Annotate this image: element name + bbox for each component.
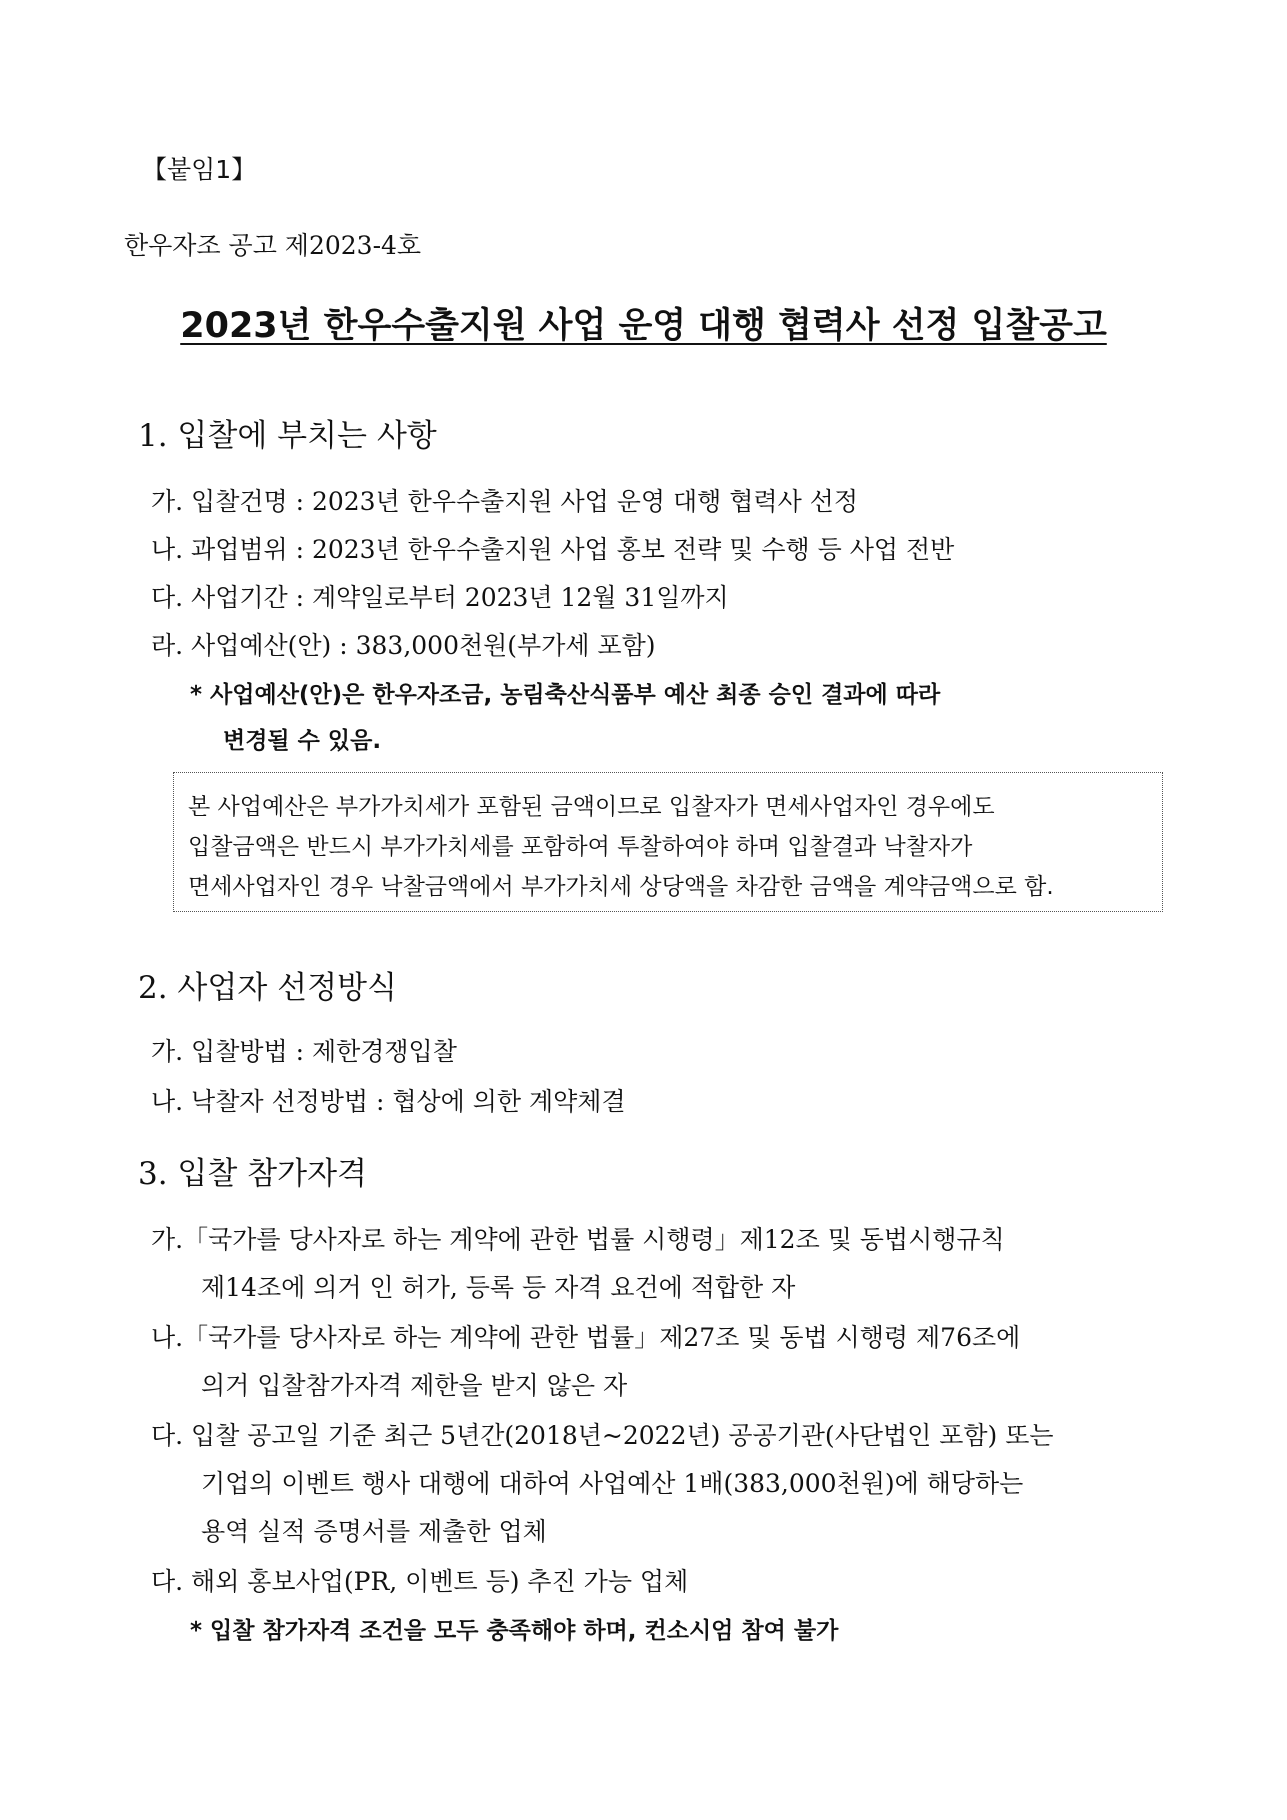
section3-item-da-line2: 기업의 이벤트 행사 대행에 대하여 사업예산 1배(383,000천원)에 해당하는 [201, 1469, 1024, 1498]
section3-item-ga-line1: 가.「국가를 당사자로 하는 계약에 관한 법률 시행령」제12조 및 동법시행규칙 [151, 1225, 1005, 1254]
section3-item-da-line1: 다. 입찰 공고일 기준 최근 5년간(2018년~2022년) 공공기관(사단법인 포함) 또는 [151, 1421, 1054, 1450]
page-title-text: 2023년 한우수출지원 사업 운영 대행 협력사 선정 입찰공고 [180, 306, 1107, 346]
section1-item-da: 다. 사업기간 : 계약일로부터 2023년 12월 31일까지 [151, 583, 729, 612]
section1-item-ra: 라. 사업예산(안) : 383,000천원(부가세 포함) [151, 631, 656, 660]
page-title [0, 298, 1287, 348]
section3-note: * 입찰 참가자격 조건을 모두 충족해야 하며, 컨소시엄 참여 불가 [190, 1618, 839, 1644]
section1-item-na: 나. 과업범위 : 2023년 한우수출지원 사업 홍보 전략 및 수행 등 사업 전반 [151, 535, 955, 564]
budget-note-line2: 변경될 수 있음. [223, 728, 382, 754]
section3-heading: 3. 입찰 참가자격 [138, 1156, 367, 1192]
notice-number: 한우자조 공고 제2023-4호 [124, 231, 422, 260]
section3-item-da-line3: 용역 실적 증명서를 제출한 업체 [201, 1517, 547, 1546]
section2-item-ga: 가. 입찰방법 : 제한경쟁입찰 [151, 1037, 457, 1066]
budget-note-line1: * 사업예산(안)은 한우자조금, 농림축산식품부 예산 최종 승인 결과에 따라 [190, 682, 941, 708]
section2-item-na: 나. 낙찰자 선정방법 : 협상에 의한 계약체결 [151, 1087, 626, 1116]
vat-notice-line1: 본 사업예산은 부가가치세가 포함된 금액이므로 입찰자가 면세사업자인 경우에도 [188, 794, 995, 820]
section3-item-na-line1: 나.「국가를 당사자로 하는 계약에 관한 법률」제27조 및 동법 시행령 제76조에 [151, 1323, 1021, 1352]
vat-notice-line3: 면세사업자인 경우 낙찰금액에서 부가가치세 상당액을 차감한 금액을 계약금액으로 함. [188, 874, 1054, 900]
section3-item-ga-line2: 제14조에 의거 인 허가, 등록 등 자격 요건에 적합한 자 [201, 1273, 796, 1302]
section1-heading: 1. 입찰에 부치는 사항 [138, 418, 437, 454]
vat-notice-box [173, 772, 1163, 912]
section2-heading: 2. 사업자 선정방식 [138, 970, 397, 1006]
vat-notice-line2: 입찰금액은 반드시 부가가치세를 포함하여 투찰하여야 하며 입찰결과 낙찰자가 [188, 834, 973, 860]
attachment-label: 【붙임1】 [142, 155, 257, 184]
section1-item-ga: 가. 입찰건명 : 2023년 한우수출지원 사업 운영 대행 협력사 선정 [151, 487, 858, 516]
section3-item-da2: 다. 해외 홍보사업(PR, 이벤트 등) 추진 가능 업체 [151, 1567, 689, 1596]
section3-item-na-line2: 의거 입찰참가자격 제한을 받지 않은 자 [201, 1371, 628, 1400]
